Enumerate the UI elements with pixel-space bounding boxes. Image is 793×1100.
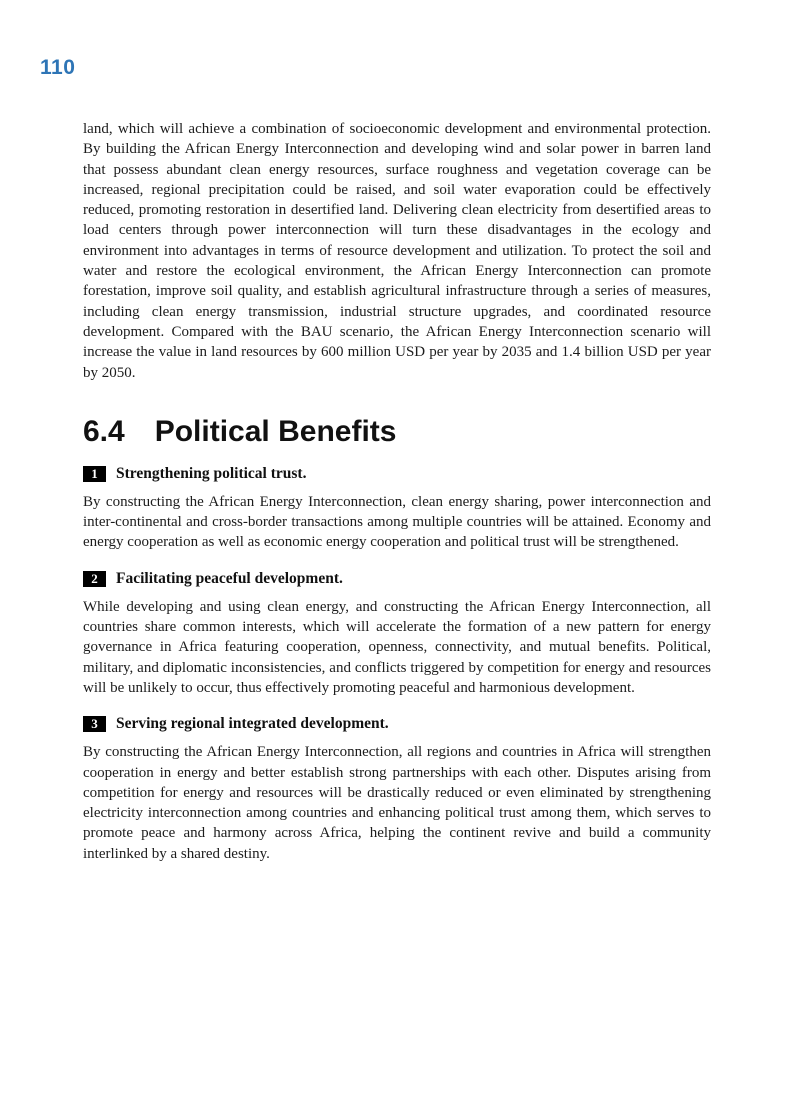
list-item (83, 570, 711, 698)
item-number-badge: 3 (83, 716, 106, 732)
section-title: Political Benefits (154, 414, 397, 448)
intro-paragraph: land, which will achieve a combination of socioeconomic development and environmental protection. By building the African Energy Interconnection and developing wind and solar power in barren land that possess abundant clean energy resources, surface roughness and vegetation coverage can be increased, regional precipitation could be raised, and soil water evaporation could be effectively reduced, promoting restoration in desertified land. Delivering clean electricity from desertified areas to load centers through power interconnection will turn these disadvantages in the ecology and environment into advantages in terms of resource development and utilization. To protect the soil and water and restore the ecological environment, the African Energy Interconnection can promote forestation, improve soil quality, and establish agricultural infrastructure through a series of measures, including clean energy transmission, industrial structure upgrades, and coordinated resource development. Compared with the BAU scenario, the African Energy Interconnection scenario will increase the value in land resources by 600 million USD per year by 2035 and 1.4 billion USD per year by 2050. (83, 121, 711, 381)
list-item (83, 465, 711, 553)
item-title: Serving regional integrated development. (116, 715, 389, 733)
item-number-badge: 2 (83, 571, 106, 587)
item-paragraph: By constructing the African Energy Interconnection, all regions and countries in Africa will strengthen cooperation in energy and better establish strong partnerships with each other. Disputes arising from competition for energy and resources will be drastically reduced or even eliminated by strengthening electricity interconnection among countries and enhancing political trust among them, which serves to promote peace and harmony across Africa, helping the continent revive and build a community interlinked by a shared destiny. (83, 744, 711, 862)
item-heading (83, 715, 711, 733)
section-heading (83, 416, 711, 448)
page-content (83, 119, 711, 878)
item-paragraph: While developing and using clean energy, and constructing the African Energy Interconnection, all countries share common interests, which will accelerate the formation of a new pattern for energy governance in Africa featuring cooperation, openness, connectivity, and mutual benefits. Political, military, and diplomatic inconsistencies, and conflicts triggered by competition for energy and resources will be unlikely to occur, thus effectively promoting peaceful and harmonious development. (83, 598, 711, 696)
list-item (83, 715, 711, 864)
page-number: 110 (40, 56, 76, 79)
item-title: Facilitating peaceful development. (116, 569, 343, 587)
item-number-badge: 1 (83, 466, 106, 482)
item-paragraph: By constructing the African Energy Interconnection, clean energy sharing, power interconnection and inter-continental and cross-border transactions among multiple countries will be attained. Economy and energy cooperation as well as economic energy cooperation and political trust will be strengthened. (83, 493, 711, 551)
section-number: 6.4 (83, 414, 125, 448)
item-heading (83, 465, 711, 483)
item-title: Strengthening political trust. (116, 464, 307, 482)
item-heading (83, 570, 711, 588)
